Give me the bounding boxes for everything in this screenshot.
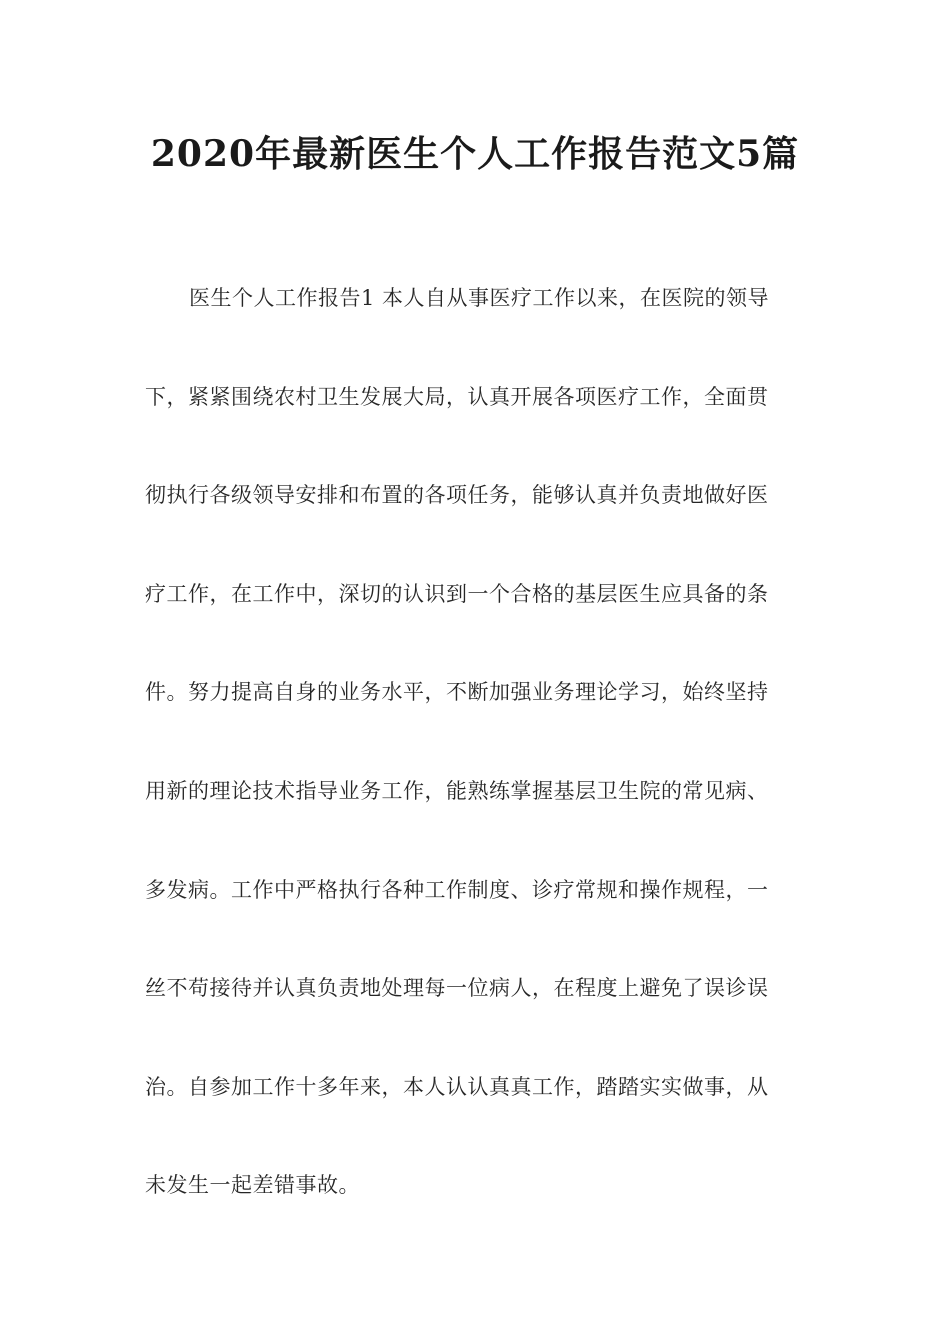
paragraph-line: 未发生一起差错事故。 — [145, 1173, 360, 1198]
paragraph-line: 彻执行各级领导安排和布置的各项任务，能够认真并负责地做好医 — [145, 483, 769, 508]
paragraph-line: 多发病。工作中严格执行各种工作制度、诊疗常规和操作规程，一 — [145, 877, 769, 902]
paragraph-line: 丝不苟接待并认真负责地处理每一位病人，在程度上避免了误诊误 — [145, 976, 769, 1001]
paragraph-line: 疗工作，在工作中，深切的认识到一个合格的基层医生应具备的条 — [145, 581, 769, 606]
paragraph-line: 用新的理论技术指导业务工作，能熟练掌握基层卫生院的常见病、 — [145, 778, 769, 803]
paragraph-line: 件。努力提高自身的业务水平，不断加强业务理论学习，始终坚持 — [145, 680, 769, 705]
paragraph-line: 医生个人工作报告1 本人自从事医疗工作以来，在医院的领导 — [189, 286, 770, 310]
document-title: 2020年最新医生个人工作报告范文5篇 — [150, 133, 800, 175]
paragraph-line: 治。自参加工作十多年来，本人认认真真工作，踏踏实实做事，从 — [145, 1074, 769, 1099]
body-paragraph — [145, 271, 805, 1257]
paragraph-line: 下，紧紧围绕农村卫生发展大局，认真开展各项医疗工作，全面贯 — [145, 384, 769, 409]
